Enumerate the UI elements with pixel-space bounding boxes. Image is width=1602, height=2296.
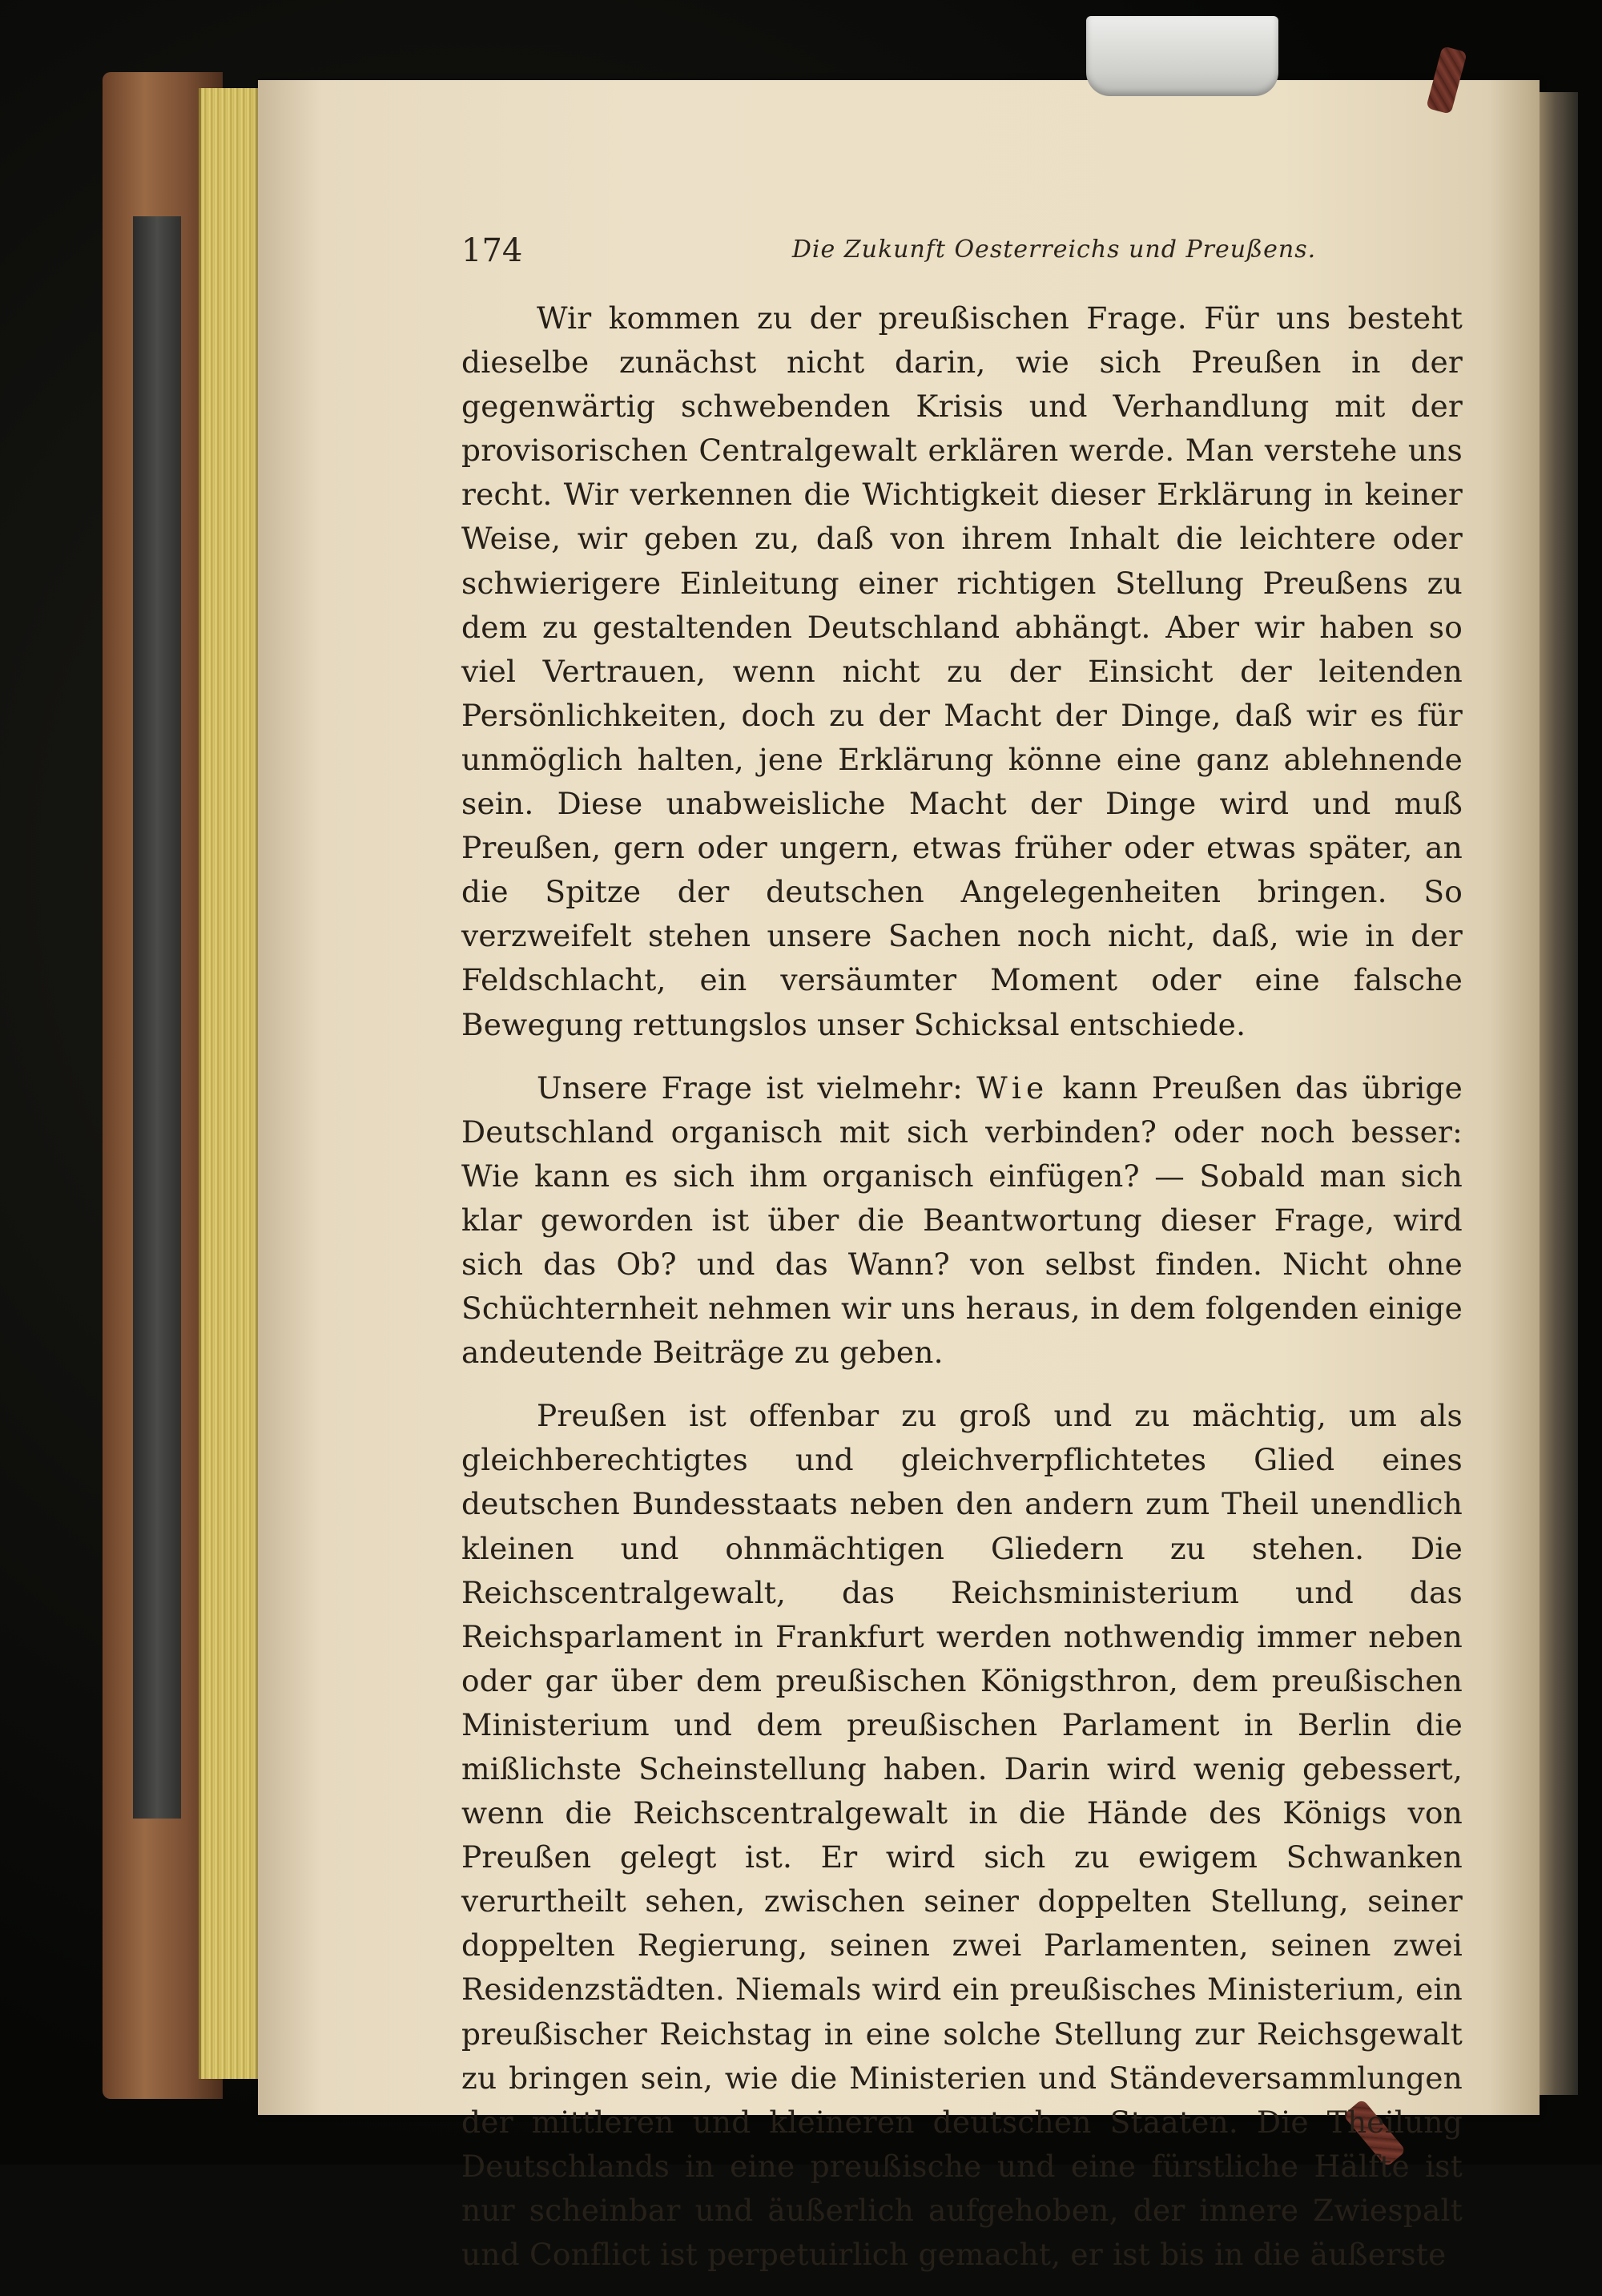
paragraph-2 — [461, 1066, 1463, 1376]
bookmark-tab — [1086, 16, 1278, 96]
body-text — [461, 296, 1463, 2296]
page-edges — [199, 88, 264, 2079]
cover-spine-strip — [133, 216, 181, 1819]
emphasized-word: Wie — [976, 1069, 1049, 1106]
paragraph-3: Preußen ist offenbar zu groß und zu mächtig, um als gleichberechtigtes und gleichverpflichtetes Glied eines deutschen Bundesstaats neben den andern zum Theil unendlich kleinen und ohnmächtigen Gliedern zu stehen. Die Reichscentralgewalt, das Reichsministerium und das Reichsparlament in Frankfurt werden nothwendig immer neben oder gar über dem preußischen Königsthron, dem preußischen Ministerium und dem preußischen Parlament in Berlin die mißlichste Scheinstellung haben. Darin wird wenig gebessert, wenn die Reichscentralgewalt in die Hände des Königs von Preußen gelegt ist. Er wird sich zu ewigem Schwanken verurtheilt sehen, zwischen seiner doppelten Stellung, seiner doppelten Regierung, seinen zwei Parlamenten, seinen zwei Residenzstädten. Niemals wird ein preußisches Ministerium, ein preußischer Reichstag in eine solche Stellung zur Reichsgewalt zu bringen sein, wie die Ministerien und Ständeversammlungen der mittleren und kleineren deutschen Staaten. Die Theilung Deutschlands in eine preußische und eine fürstliche Hälfte ist nur scheinbar und äußerlich aufgehoben, der innere Zwiespalt und Conflict ist perpetuirlich gemacht, er ist bis in die äußerste — [461, 1398, 1463, 2273]
page-number: 174 — [461, 232, 523, 269]
paragraph-1: Wir kommen zu der preußischen Frage. Für uns besteht dieselbe zunächst nicht darin, wie sich Preußen in der gegenwärtig schwebenden Krisis und Verhandlung mit der provisorischen Centralgewalt erklären werde. Man verstehe uns recht. Wir verkennen die Wichtigkeit dieser Erklärung in keiner Weise, wir geben zu, daß von ihrem Inhalt die leichtere oder schwierigere Einleitung einer richtigen Stellung Preußens zu dem zu gestaltenden Deutschland abhängt. Aber wir haben so viel Vertrauen, wenn nicht zu der Einsicht der leitenden Persönlichkeiten, doch zu der Macht der Dinge, daß wir es für unmöglich halten, jene Erklärung könne eine ganz ablehnende sein. Diese unabweisliche Macht der Dinge wird und muß Preußen, gern oder ungern, etwas früher oder etwas später, an die Spitze der deutschen Angelegenheiten bringen. So verzweifelt stehen unsere Sachen noch nicht, daß, wie in der Feldschlacht, ein versäumter Moment oder eine falsche Bewegung rettungslos unser Schicksal entschiede. — [461, 300, 1463, 1042]
paragraph-2-rest: kann Preußen das übrige Deutschland organisch mit sich verbinden? oder noch besser: Wie kann es sich ihm organisch einfügen? — Sobald man sich klar geworden ist über die Beantwortung dieser Frage, wird sich das Ob? und das Wann? von selbst finden. Nicht ohne Schüchternheit nehmen wir uns heraus, in dem folgenden einige andeutende Beiträge zu geben. — [461, 1069, 1463, 1371]
book-right-edge — [1540, 92, 1578, 2095]
page-header — [461, 232, 1471, 272]
running-title: Die Zukunft Oesterreichs und Preußens. — [791, 236, 1317, 264]
paragraph-2-start: Unsere Frage ist vielmehr: — [537, 1069, 977, 1106]
